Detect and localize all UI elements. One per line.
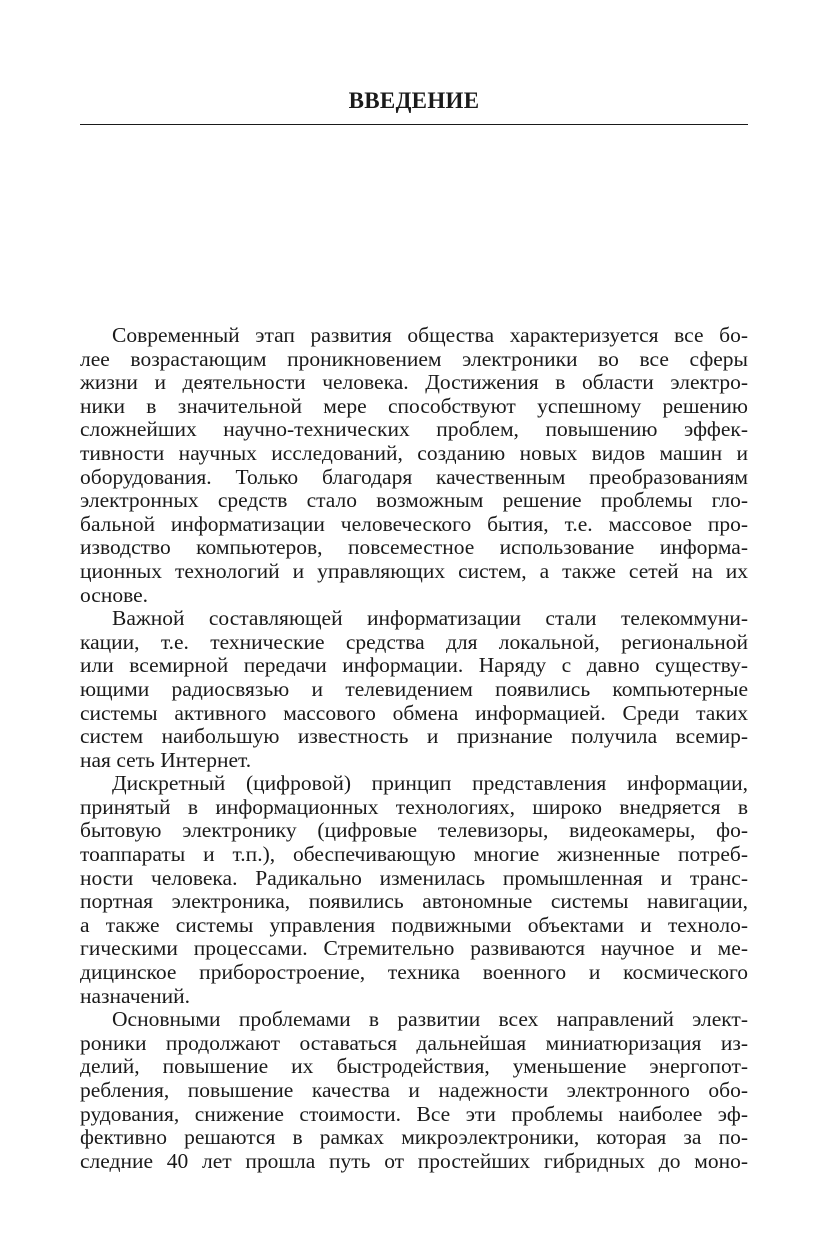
text-line: ющими радиосвязью и телевидением появились компьютерные [80,676,748,701]
body-text [80,324,748,1173]
chapter-heading: ВВЕДЕНИЕ [348,88,480,113]
text-line: рудования, снижение стоимости. Все эти проблемы наиболее эф- [80,1101,748,1126]
text-line: электронных средств стало возможным решение проблемы гло- [80,488,748,513]
paragraph [80,772,748,1008]
paragraph [80,324,748,607]
text-line: дицинское приборостроение, техника военного и космического [80,960,748,985]
paragraph [80,607,748,772]
text-line: систем наибольшую известность и признание получила всемир- [80,724,748,749]
text-line: жизни и деятельности человека. Достижения в области электро- [80,370,748,395]
text-line: ребления, повышение качества и надежности электронного обо- [80,1078,748,1102]
text-line: Основными проблемами в развитии всех направлений элект- [112,1007,748,1032]
text-line: основе. [80,582,149,607]
text-line: следние 40 лет прошла путь от простейших гибридных до моно- [80,1148,748,1173]
text-line: Современный этап развития общества характеризуется все бо- [112,323,748,347]
text-line: лее возрастающим проникновением электроники во все сферы [80,346,748,371]
text-line: фективно решаются в рамках микроэлектроники, которая за по- [80,1125,748,1150]
text-line: кации, т.е. технические средства для локальной, региональной [80,629,748,654]
text-line: изводство компьютеров, повсеместное использование информа- [80,535,748,560]
text-line: системы активного массового обмена информацией. Среди таких [80,700,748,725]
text-line: сложнейших научно-технических проблем, повышению эффек- [80,417,748,442]
text-line: ционных технологий и управляющих систем, а также сетей на их [80,558,748,583]
text-line: тивности научных исследований, созданию новых видов машин и [80,440,748,465]
text-line: оборудования. Только благодаря качественным преобразованиям [80,464,748,489]
text-line: портная электроника, появились автономные системы навигации, [80,889,748,914]
text-line: бальной информатизации человеческого бытия, т.е. массовое про- [80,511,748,536]
text-line: или всемирной передачи информации. Наряду с давно существу- [80,653,748,678]
text-line: назначений. [80,983,190,1008]
text-line: роники продолжают оставаться дальнейшая миниатюризация из- [80,1030,748,1055]
text-line: тоаппараты и т.п.), обеспечивающую многие жизненные потреб- [80,842,748,867]
text-line: ная сеть Интернет. [80,747,252,772]
text-line: ности человека. Радикально изменилась промышленная и транс- [80,865,748,890]
text-line: ники в значительной мере способствуют успешному решению [80,393,748,418]
text-line: принятый в информационных технологиях, широко внедряется в [80,794,748,819]
text-line: Важной составляющей информатизации стали телекоммуни- [112,606,748,631]
text-line: Дискретный (цифровой) принцип представления информации, [112,771,748,796]
heading-rule [80,124,748,125]
paragraph [80,1008,748,1173]
text-line: делий, повышение их быстродействия, уменьшение энергопот- [80,1054,748,1079]
text-line: гическими процессами. Стремительно развиваются научное и ме- [80,936,748,961]
text-line: бытовую электронику (цифровые телевизоры, видеокамеры, фо- [80,818,748,843]
text-line: а также системы управления подвижными объектами и техноло- [80,912,748,937]
